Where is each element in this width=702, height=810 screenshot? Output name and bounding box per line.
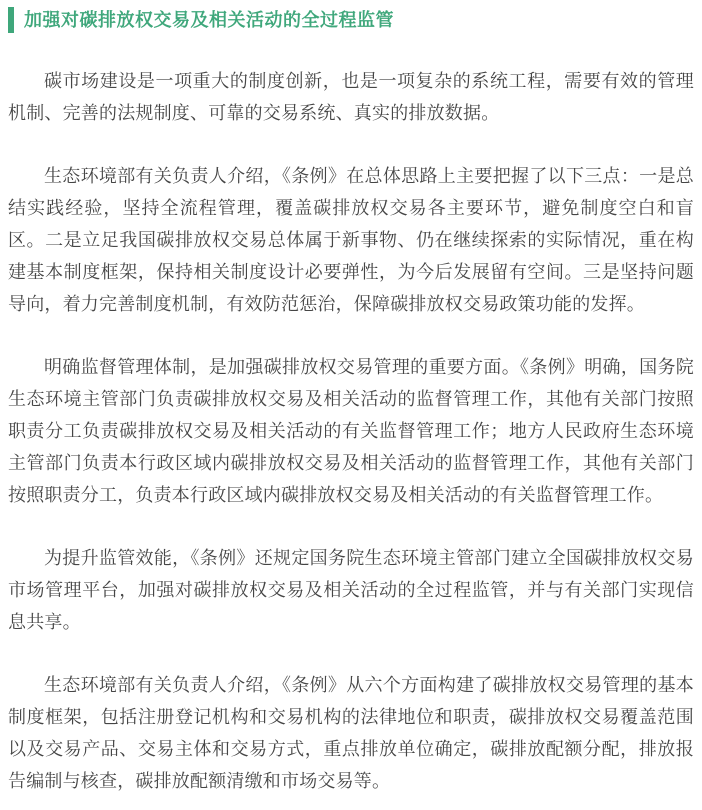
title-accent-bar — [8, 7, 14, 33]
page-title: 加强对碳排放权交易及相关活动的全过程监管 — [24, 10, 394, 30]
article-paragraph: 明确监督管理体制，是加强碳排放权交易管理的重要方面。《条例》明确，国务院生态环境主管部门负责碳排放权交易及相关活动的监督管理工作，其他有关部门按照职责分工负责碳排放权交易及相关活动的有关监督管理工作；地方人民政府生态环境主管部门负责本行政区域内碳排放权交易及相关活动的监督管理工作，其他有关部门按照职责分工，负责本行政区域内碳排放权交易及相关活动的有关监督管理工作。 — [8, 357, 694, 505]
article-paragraph: 生态环境部有关负责人介绍，《条例》从六个方面构建了碳排放权交易管理的基本制度框架，包括注册登记机构和交易机构的法律地位和职责，碳排放权交易覆盖范围以及交易产品、交易主体和交易方式，重点排放单位确定，碳排放配额分配，排放报告编制与核查，碳排放配额清缴和市场交易等。 — [8, 675, 694, 791]
article-paragraph: 为提升监管效能，《条例》还规定国务院生态环境主管部门建立全国碳排放权交易市场管理平台，加强对碳排放权交易及相关活动的全过程监管，并与有关部门实现信息共享。 — [8, 548, 694, 632]
article-paragraph: 生态环境部有关负责人介绍，《条例》在总体思路上主要把握了以下三点：一是总结实践经验，坚持全流程管理，覆盖碳排放权交易各主要环节，避免制度空白和盲区。二是立足我国碳排放权交易总体属于新事物、仍在继续探索的实际情况，重在构建基本制度框架，保持相关制度设计必要弹性，为今后发展留有空间。三是坚持问题导向，着力完善制度机制，有效防范惩治，保障碳排放权交易政策功能的发挥。 — [8, 166, 694, 314]
article-paragraph: 碳市场建设是一项重大的制度创新，也是一项复杂的系统工程，需要有效的管理机制、完善的法规制度、可靠的交易系统、真实的排放数据。 — [8, 71, 694, 123]
article-body — [8, 65, 694, 797]
article-header — [8, 6, 694, 34]
